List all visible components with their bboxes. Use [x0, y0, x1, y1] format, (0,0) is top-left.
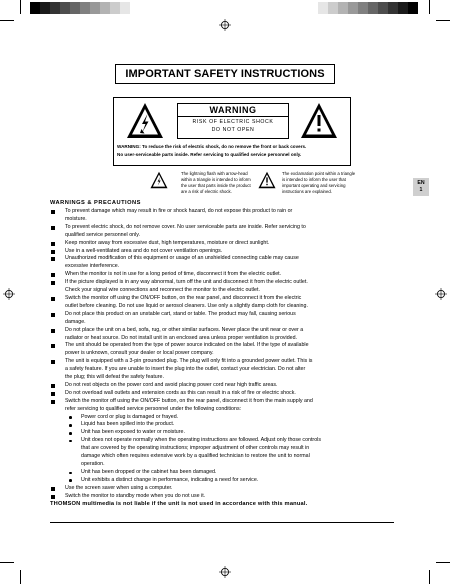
bullet-square-icon	[51, 281, 55, 285]
warning-label-box	[177, 103, 289, 139]
note-line: within a triangle is intended to inform	[181, 177, 251, 183]
crop-mark	[20, 570, 21, 584]
list-item-line: Liquid has been spilled into the product.	[81, 421, 175, 428]
color-swatch	[70, 2, 80, 14]
warning-line: RISK OF ELECTRIC SHOCK	[192, 119, 274, 125]
list-item-line: Check your signal wire connections and reconnect the monitor to the electric outlet.	[65, 287, 260, 294]
registration-mark-top	[219, 19, 231, 31]
bullet-dot-icon	[69, 416, 72, 419]
list-item-line: To prevent electric shock, do not remove cover. No user serviceable parts are inside. Refer servicing to	[65, 223, 306, 230]
list-item-line: Unit does not operate normally when the operating instructions are followed. Adjust only those controls	[81, 437, 321, 444]
bullet-square-icon	[51, 297, 55, 301]
list-item-line: When the monitor is not in use for a long period of time, disconnect it from the electric outlet.	[65, 271, 282, 278]
warning-text	[117, 143, 349, 158]
bullet-dot-icon	[69, 472, 72, 475]
note-line: the user that parts inside the product	[181, 183, 251, 189]
list-item-line: moisture.	[65, 215, 87, 222]
sub-list-item	[50, 437, 400, 469]
warning-text-line: WARNING: To reduce the risk of electric shock, do no remove the front or back covers.	[117, 144, 307, 149]
bullet-dot-icon	[69, 424, 72, 427]
color-swatch	[388, 2, 398, 14]
bullet-square-icon	[51, 313, 55, 317]
color-swatch	[40, 2, 50, 14]
bullet-square-icon	[51, 344, 55, 348]
crop-mark	[20, 0, 21, 14]
bullet-square-icon	[51, 360, 55, 364]
list-item-line: excessive interference.	[65, 263, 120, 270]
list-item-line: Do not place the unit on a bed, sofa, rug, or other similar surfaces. Never place the unit near or over a	[65, 326, 304, 333]
exclamation-note	[282, 171, 355, 195]
list-item-line: The unit should be operated from the type of power source indicated on the label. If the type of available	[65, 342, 309, 349]
list-item-line: Unit exhibits a distinct change in performance, indicating a need for service.	[81, 476, 259, 483]
warning-line: DO NOT OPEN	[211, 126, 255, 133]
lightning-note	[181, 171, 251, 195]
precautions-list	[50, 208, 400, 501]
crop-mark	[436, 562, 450, 563]
list-item	[50, 485, 400, 493]
liability-note: THOMSON multimedia is not liable if the unit is not used in accordance with this manual.	[50, 501, 308, 507]
exclamation-triangle-icon	[300, 102, 338, 139]
list-item-line: Unauthorized modification of this equipment or usage of an unshielded connecting cable may cause	[65, 255, 299, 262]
note-line: The exclamation point within a triangle	[282, 171, 356, 176]
list-item-line: power is unknown, consult your dealer or local power company.	[65, 350, 214, 357]
warning-panel	[113, 97, 351, 166]
bullet-square-icon	[51, 487, 55, 491]
section-heading: WARNINGS & PRECAUTIONS	[50, 200, 141, 206]
list-item	[50, 208, 400, 224]
list-item-line: damage.	[65, 318, 86, 325]
divider	[50, 522, 394, 523]
list-item	[50, 295, 400, 311]
list-item	[50, 255, 400, 271]
language-code: EN	[417, 180, 425, 186]
crop-mark	[429, 0, 430, 14]
warning-heading: WARNING	[209, 105, 257, 115]
list-item	[50, 342, 400, 358]
bullet-square-icon	[51, 250, 55, 254]
color-swatch	[50, 2, 60, 14]
note-line: important operating and servicing	[282, 183, 346, 189]
list-item-line: outlet before cleaning. Do not use liquid or aerosol cleaners. Use only a slightly damp cloth for cleaning.	[65, 302, 308, 309]
list-item	[50, 327, 400, 343]
sub-list-item	[50, 469, 400, 477]
lightning-triangle-icon	[150, 171, 168, 189]
language-tab	[413, 178, 429, 196]
color-swatch	[358, 2, 368, 14]
list-item	[50, 398, 400, 414]
registration-mark-bottom	[219, 566, 231, 578]
list-item	[50, 311, 400, 327]
color-swatch	[30, 2, 40, 14]
list-item	[50, 240, 400, 248]
color-swatch	[368, 2, 378, 14]
color-swatch	[398, 2, 408, 14]
color-swatch	[408, 2, 418, 14]
bullet-square-icon	[51, 384, 55, 388]
note-line: is intended to inform the user that	[282, 177, 346, 183]
list-item-line: Do not rest objects on the power cord and avoid placing power cord near high traffic areas.	[65, 381, 278, 388]
page-title: IMPORTANT SAFETY INSTRUCTIONS	[115, 64, 335, 84]
color-swatch	[318, 2, 328, 14]
list-item-line: To prevent damage which may result in fire or shock hazard, do not expose this product to rain or	[65, 208, 293, 214]
list-item-line: Keep monitor away from excessive dust, high temperatures, moisture or direct sunlight.	[65, 239, 270, 246]
color-swatch	[348, 2, 358, 14]
bullet-square-icon	[51, 273, 55, 277]
list-item-line: the plug; this will defeat the safety feature.	[65, 374, 164, 381]
list-item-line: Switch the monitor off using the ON/OFF button, on the rear panel, and disconnect it from the electric	[65, 294, 302, 301]
page-number: 1	[419, 187, 423, 193]
list-item-line: Do not place this product on an unstable cart, stand or table. The product may fall, causing serious	[65, 310, 296, 317]
sub-list-item	[50, 421, 400, 429]
crop-mark	[0, 20, 14, 21]
color-swatch	[378, 2, 388, 14]
color-swatch	[60, 2, 70, 14]
list-item-line: that are covered by the operating instructions; improper adjustment of other controls may result in	[81, 445, 310, 452]
crop-mark	[436, 20, 450, 21]
list-item-line: Switch the monitor to standby mode when you do not use it.	[65, 492, 206, 499]
bullet-square-icon	[51, 257, 55, 261]
bullet-dot-icon	[69, 479, 72, 482]
color-swatch	[338, 2, 348, 14]
sub-list-item	[50, 429, 400, 437]
bullet-square-icon	[51, 400, 55, 404]
note-line: are a risk of electric shock.	[181, 189, 232, 195]
note-line: instructions are explained.	[282, 189, 332, 195]
color-swatch	[110, 2, 120, 14]
list-item-line: The unit is equipped with a 3-pin grounded plug. The plug will only fit into a grounded power outlet. This is	[65, 358, 313, 365]
lightning-triangle-icon	[126, 102, 164, 139]
color-swatch	[120, 2, 130, 14]
warning-text-line: No user-serviceable parts inside. Refer servicing to qualified service personnel only.	[117, 151, 302, 157]
list-item-line: radiator or heat source. Do not install unit in an enclosed area unless proper ventilation is provided.	[65, 334, 298, 341]
bullet-square-icon	[51, 495, 55, 499]
list-item-line: a safety feature. If you are unable to insert the plug into the outlet, contact your electrician. Do not alter	[65, 366, 306, 373]
bullet-square-icon	[51, 329, 55, 333]
bullet-square-icon	[51, 392, 55, 396]
color-swatch	[328, 2, 338, 14]
list-item	[50, 390, 400, 398]
note-line: The lightning flash with arrow-head	[181, 171, 248, 176]
list-item-line: operation.	[81, 461, 105, 467]
exclamation-triangle-icon	[258, 171, 276, 189]
crop-mark	[0, 562, 14, 563]
bullet-dot-icon	[69, 440, 72, 443]
list-item-line: Do not overload wall outlets and extension cords as this can result in a risk of fire or electric shock.	[65, 389, 296, 396]
crop-mark	[429, 570, 430, 584]
list-item-line: qualified service personnel only.	[65, 231, 140, 238]
sub-list-item	[50, 414, 400, 422]
list-item-line: refer servicing to qualified service personnel under the following conditions:	[65, 405, 242, 412]
list-item	[50, 358, 400, 382]
list-item	[50, 382, 400, 390]
color-swatch	[80, 2, 90, 14]
list-item	[50, 279, 400, 295]
color-swatch	[100, 2, 110, 14]
bullet-square-icon	[51, 210, 55, 214]
list-item-line: Unit has been dropped or the cabinet has been damaged.	[81, 468, 217, 475]
list-item-line: If the picture displayed is in any way abnormal, turn off the unit and disconnect it from the electric outlet.	[65, 279, 308, 286]
divider	[178, 116, 288, 117]
list-item	[50, 271, 400, 279]
list-item-line: Power cord or plug is damaged or frayed.	[81, 413, 179, 420]
list-item-line: Use the screen saver when using a computer.	[65, 484, 173, 491]
list-item	[50, 224, 400, 240]
list-item-line: damage which often requires extensive work by a qualified technician to restore the unit to normal	[81, 453, 310, 460]
sub-list-item	[50, 477, 400, 485]
bullet-dot-icon	[69, 432, 72, 435]
list-item	[50, 248, 400, 256]
bullet-square-icon	[51, 226, 55, 230]
registration-mark-left	[3, 288, 15, 300]
registration-mark-right	[435, 288, 447, 300]
color-swatch	[90, 2, 100, 14]
bullet-square-icon	[51, 242, 55, 246]
list-item-line: Use in a well-ventilated area and do not cover ventilation openings.	[65, 247, 223, 254]
list-item-line: Unit has been exposed to water or moisture.	[81, 429, 185, 436]
list-item	[50, 493, 400, 501]
list-item-line: Switch the monitor off using the ON/OFF button, on the rear panel, disconnect it from the main supply and	[65, 397, 313, 404]
